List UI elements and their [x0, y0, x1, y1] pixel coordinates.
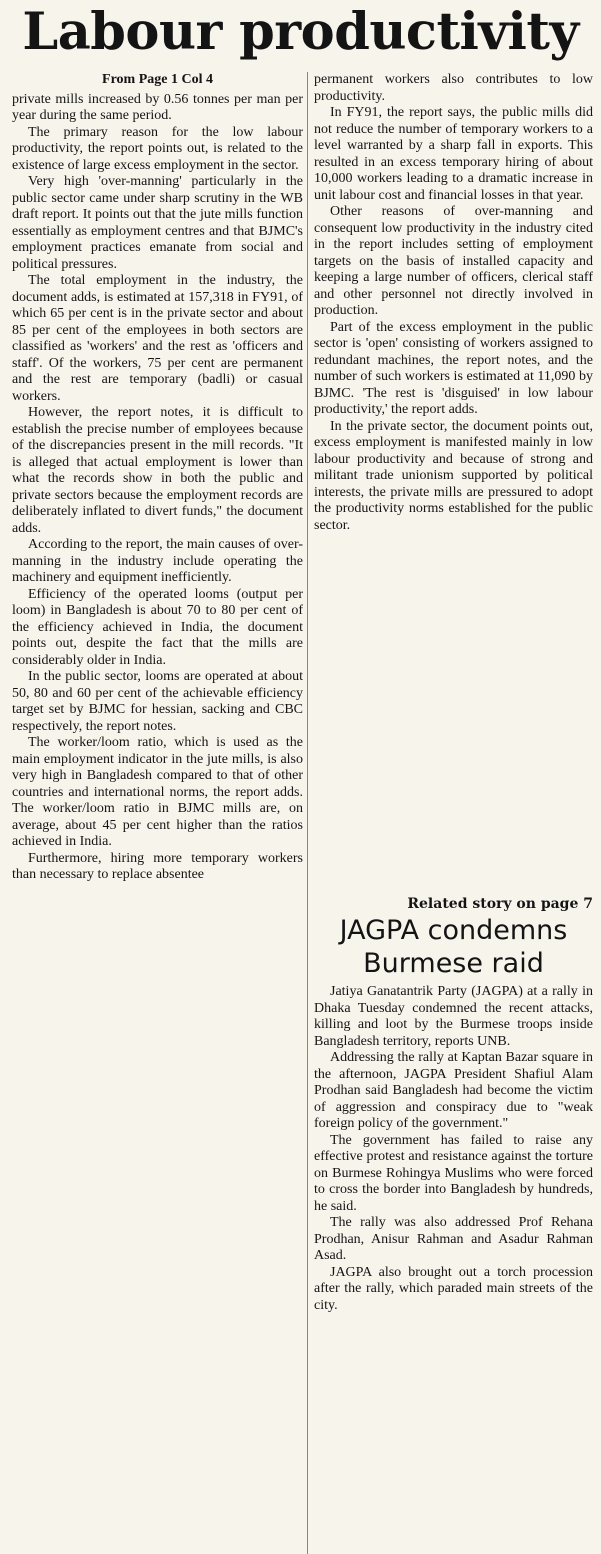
paragraph: Furthermore, hiring more temporary workers than necessary to replace absentee — [12, 850, 303, 882]
paragraph: Part of the excess employment in the public sector is 'open' consisting of workers assigned to redundant machines, the report notes, and the number of such workers is estimated at 11,090 by BJMC. 'The rest is 'disguised' in low labour productivity,' the report adds. — [314, 319, 593, 417]
article-column-left — [12, 72, 303, 1554]
paragraph: Addressing the rally at Kaptan Bazar square in the afternoon, JAGPA President Shafiul Alam Prodhan said Bangladesh had become the victim of aggression and conspiracy due to "weak foreign policy of the government." — [314, 1050, 593, 1131]
paragraph: The rally was also addressed Prof Rehana Prodhan, Anisur Rahman and Asadur Rahman Asad. — [314, 1215, 593, 1263]
paragraph: The government has failed to raise any effective protest and resistance against the torture on Burmese Rohingya Muslims who were forced to cross the border into Bangladesh by hundreds, he said. — [314, 1132, 593, 1214]
paragraph: private mills increased by 0.56 tonnes per man per year during the same period. — [12, 91, 303, 123]
paragraph: Other reasons of over-manning and consequent low productivity in the industry cited in the report includes setting of employment targets on the basis of installed capacity and keeping a large number of officers, clerical staff and other personnel not directly involved in production. — [314, 204, 593, 318]
paragraph: In the private sector, the document points out, excess employment is manifested mainly in low labour productivity and because of strong and militant trade unionism supported by political interests, the private mills are pressured to adopt the productivity norms established for the public sector. — [314, 418, 593, 533]
paragraph: JAGPA also brought out a torch procession after the rally, which paraded main streets of the city. — [314, 1264, 593, 1313]
column-divider — [307, 72, 308, 1554]
paragraph: In FY91, the report says, the public mills did not reduce the number of temporary workers to a level warranted by a sharp fall in exports. This resulted in an excess temporary hiring of about 10,000 workers leading to a dramatic increase in unit labour cost and financial losses in that year. — [314, 105, 593, 203]
paragraph: Efficiency of the operated looms (output per loom) in Bangladesh is about 70 to 80 per cent of the efficiency achieved in India, the document points out, despite the fact that the mills are considerably older in India. — [12, 586, 303, 668]
jagpa-headline-line1: JAGPA condemns — [339, 915, 568, 946]
paragraph: Jatiya Ganatantrik Party (JAGPA) at a rally in Dhaka Tuesday condemned the recent attacks, killing and loot by the Burmese troops inside Bangladesh territory, reports UNB. — [314, 984, 593, 1049]
paragraph: According to the report, the main causes of over-manning in the industry include operating the machinery and equipment inefficiently. — [12, 537, 303, 585]
paragraph: The worker/loom ratio, which is used as the main employment indicator in the jute mills, is also very high in Bangladesh compared to that of other countries and international norms, the report adds. The worker/loom ratio in BJMC mills are, on average, about 45 per cent higher than the ratios achieved in India. — [12, 735, 303, 849]
article-column-right — [314, 72, 593, 892]
paragraph: The primary reason for the low labour productivity, the report points out, is related to the existence of large excess employment in the sector. — [12, 124, 303, 173]
jagpa-headline-line2: Burmese raid — [363, 948, 544, 979]
paragraph: In the public sector, looms are operated at about 50, 80 and 60 per cent of the achievable efficiency target set by BJMC for hessian, sacking and CBC respectively, the report notes. — [12, 669, 303, 734]
paragraph: Very high 'over-manning' particularly in the public sector came under sharp scrutiny in the WB draft report. It points out that the jute mills function essentially as employment centres and that BJMC's employment practices emanate from social and political pressures. — [12, 174, 303, 272]
continuation-note: From Page 1 Col 4 — [102, 72, 213, 87]
paragraph: permanent workers also contributes to low productivity. — [314, 72, 593, 104]
related-story-note: Related story on page 7 — [407, 896, 593, 912]
paragraph: However, the report notes, it is difficult to establish the precise number of employees because of the discrepancies present in the mill records. "It is alleged that actual employment is lower than what the records show in both the public and private sectors because the employment records are deliberately inflated to divert funds," the document adds. — [12, 405, 303, 536]
headline: Labour productivity — [22, 2, 579, 62]
paragraph: The total employment in the industry, the document adds, is estimated at 157,318 in FY91, of which 65 per cent is in the private sector and about 85 per cent of the employees in both sectors are classified as 'workers' and the rest as 'officers and staff'. Of the workers, 75 per cent are permanent and the rest are temporary (badli) or casual workers. — [12, 273, 303, 404]
jagpa-article — [314, 984, 593, 1554]
jagpa-headline — [314, 914, 593, 980]
